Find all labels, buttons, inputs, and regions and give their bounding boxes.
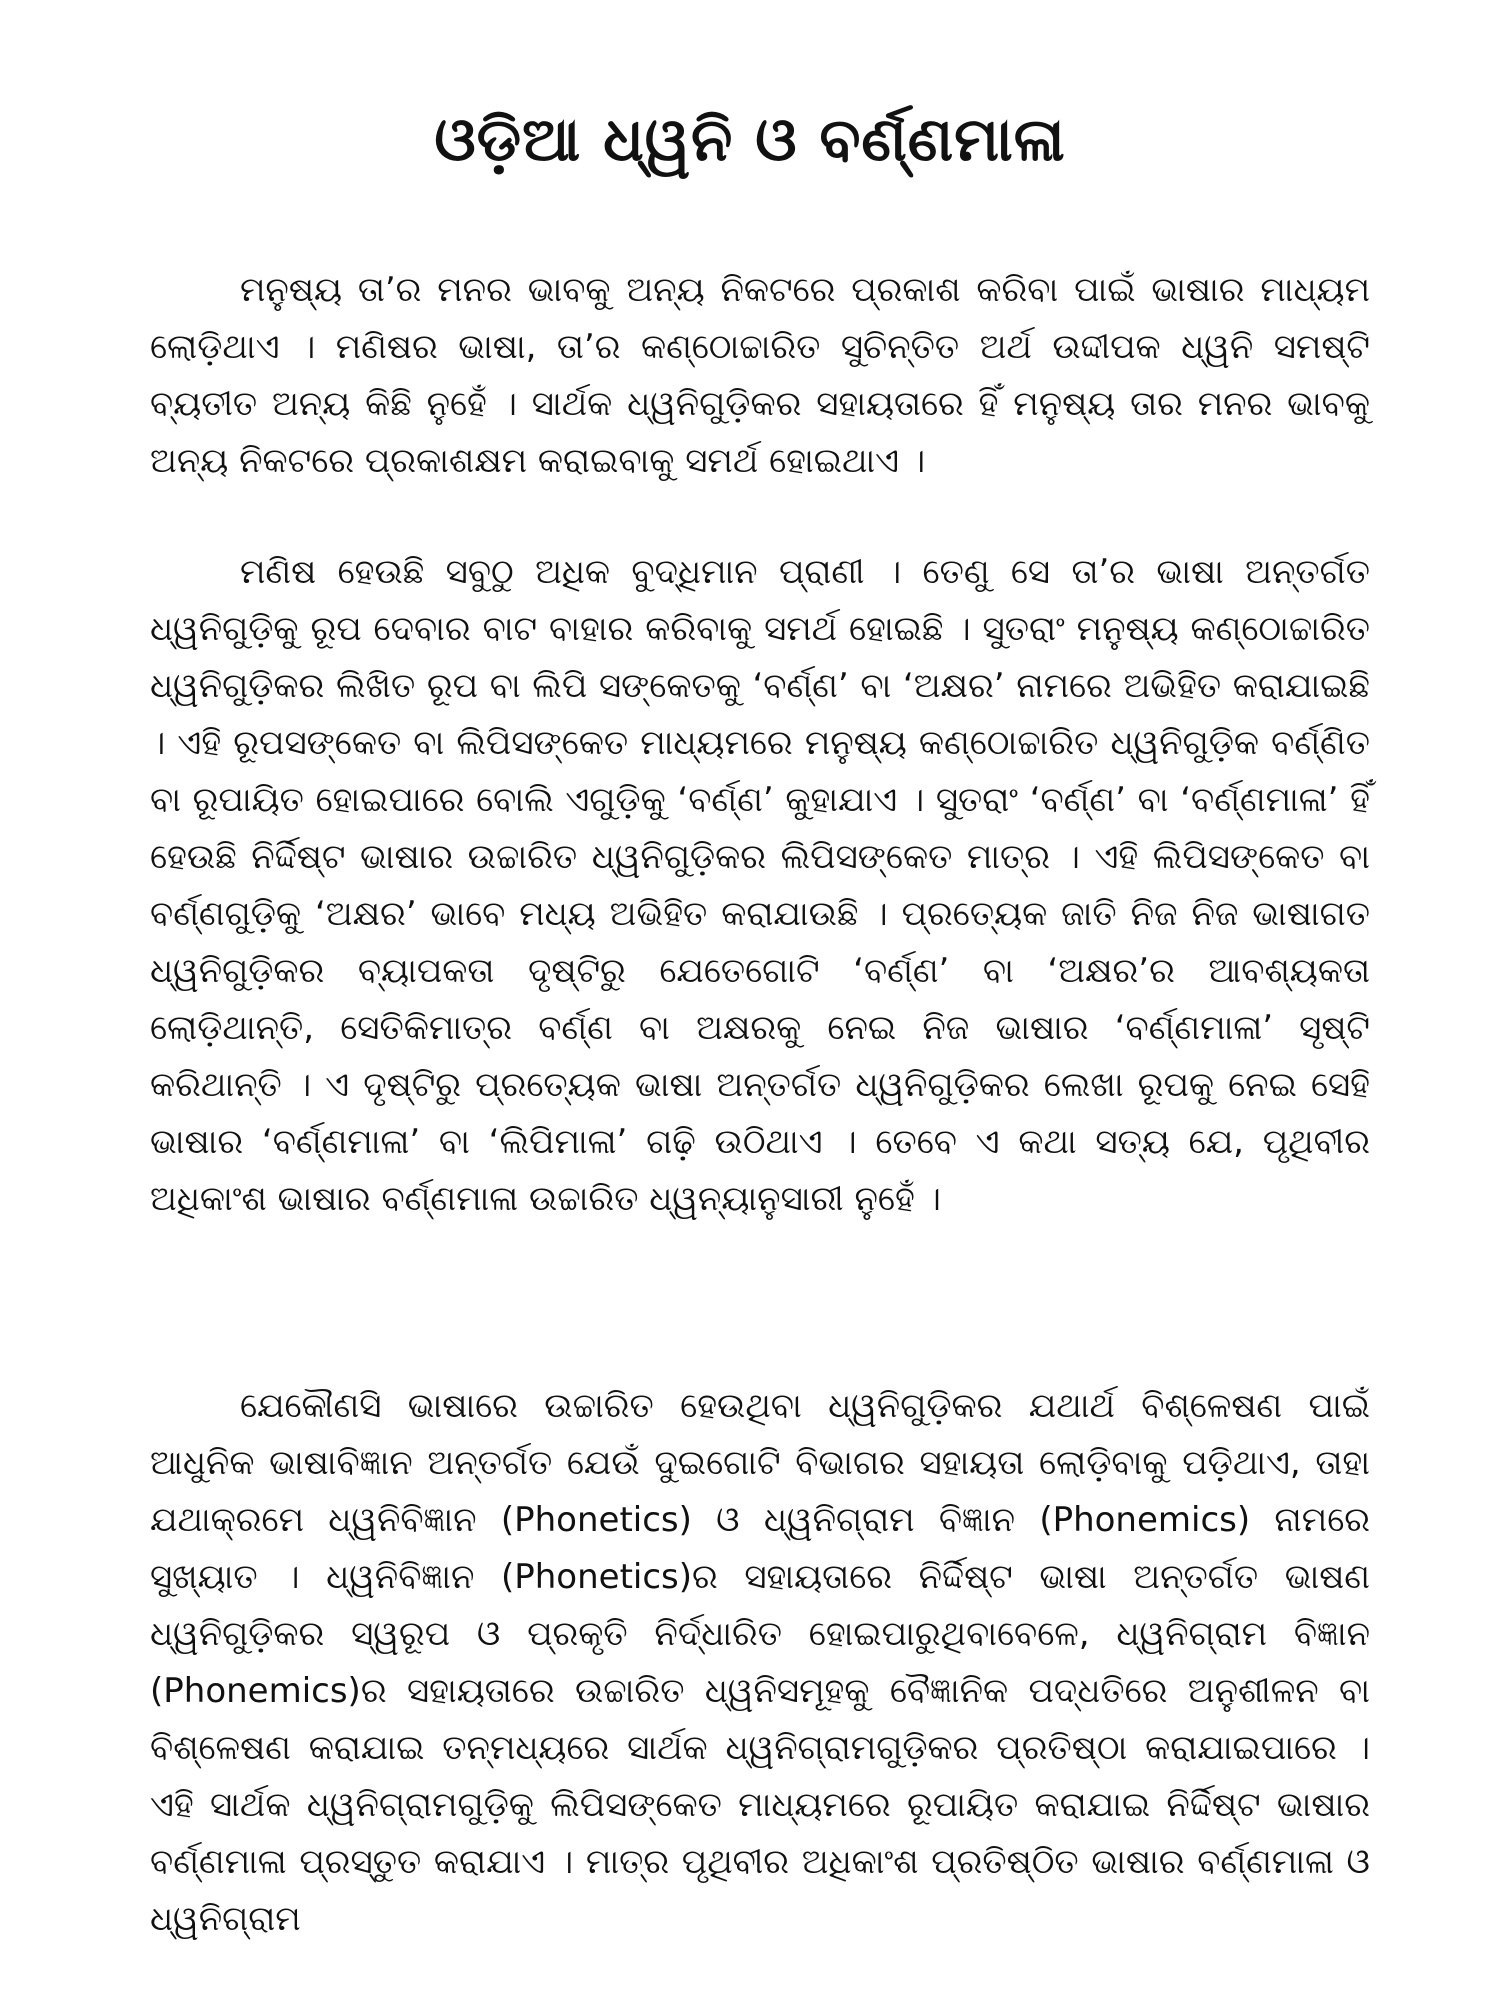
paragraph-2: ମଣିଷ ହେଉଛି ସବୁଠୁ ଅଧିକ ବୁଦ୍ଧିମାନ ପ୍ରାଣୀ । ତେଣୁ ସେ ତା’ର ଭାଷା ଅନ୍ତର୍ଗତ ଧ୍ୱନିଗୁଡ଼ିକୁ ରୂପ ଦେବାର ବାଟ ବାହାର କରିବାକୁ ସମର୍ଥ ହୋଇଛି । ସୁତରାଂ ମନୁଷ୍ୟ କଣ୍ଠୋଚ୍ଚାରିତ ଧ୍ୱନିଗୁଡ଼ିକର ଲିଖିତ ରୂପ ବା ଲିପି ସଙ୍କେତକୁ ‘ବର୍ଣ୍ଣ’ ବା ‘ଅକ୍ଷର’ ନାମରେ ଅଭିହିତ କରାଯାଇଛି । ଏହି ରୂପସଙ୍କେତ ବା ଲିପିସଙ୍କେତ ମାଧ୍ୟମରେ ମନୁଷ୍ୟ କଣ୍ଠୋଚ୍ଚାରିତ ଧ୍ୱନିଗୁଡ଼ିକ ବର୍ଣ୍ଣିତ ବା ରୂପାୟିତ ହୋଇପାରେ ବୋଲି ଏଗୁଡ଼ିକୁ ‘ବର୍ଣ୍ଣ’ କୁହାଯାଏ । ସୁତରାଂ ‘ବର୍ଣ୍ଣ’ ବା ‘ବର୍ଣ୍ଣମାଳା’ ହିଁ ହେଉଛି ନିର୍ଦ୍ଦିଷ୍ଟ ଭାଷାର ଉଚ୍ଚାରିତ ଧ୍ୱନିଗୁଡ଼ିକର ଲିପିସଙ୍କେତ ମାତ୍ର । ଏହି ଲିପିସଙ୍କେତ ବା ବର୍ଣ୍ଣଗୁଡ଼ିକୁ ‘ଅକ୍ଷର’ ଭାବେ ମଧ୍ୟ ଅଭିହିତ କରାଯାଉଛି । ପ୍ରତ୍ୟେକ ଜାତି ନିଜ ନିଜ ଭାଷାଗତ ଧ୍ୱନିଗୁଡ଼ିକର ବ୍ୟାପକତା ଦୃଷ୍ଟିରୁ ଯେତେଗୋଟି ‘ବର୍ଣ୍ଣ’ ବା ‘ଅକ୍ଷର’ର ଆବଶ୍ୟକତା ଲୋଡ଼ିଥାନ୍ତି, ସେତିକିମାତ୍ର ବର୍ଣ୍ଣ ବା ଅକ୍ଷରକୁ ନେଇ ନିଜ ଭାଷାର ‘ବର୍ଣ୍ଣମାଳା’ ସୃଷ୍ଟି କରିଥାନ୍ତି । ଏ ଦୃଷ୍ଟିରୁ ପ୍ରତ୍ୟେକ ଭାଷା ଅନ୍ତର୍ଗତ ଧ୍ୱନିଗୁଡ଼ିକର ଲେଖା ରୂପକୁ ନେଇ ସେହି ଭାଷାର ‘ବର୍ଣ୍ଣମାଳା’ ବା ‘ଲିପିମାଳା’ ଗଢ଼ି ଉଠିଥାଏ । ତେବେ ଏ କଥା ସତ୍ୟ ଯେ, ପୃଥିବୀର ଅଧିକାଂଶ ଭାଷାର ବର୍ଣ୍ଣମାଳା ଉଚ୍ଚାରିତ ଧ୍ୱନ୍ୟାନୁସାରୀ ନୁହେଁ । xyxy=(150,552,1370,1219)
paragraph-1: ମନୁଷ୍ୟ ତା’ର ମନର ଭାବକୁ ଅନ୍ୟ ନିକଟରେ ପ୍ରକାଶ କରିବା ପାଇଁ ଭାଷାର ମାଧ୍ୟମ ଲୋଡ଼ିଥାଏ । ମଣିଷର ଭାଷା, ତା’ର କଣ୍ଠୋଚ୍ଚାରିତ ସୁଚିନ୍ତିତ ଅର୍ଥ ଉଦ୍ଦୀପକ ଧ୍ୱନି ସମଷ୍ଟି ବ୍ୟତୀତ ଅନ୍ୟ କିଛି ନୁହେଁ । ସାର୍ଥକ ଧ୍ୱନିଗୁଡ଼ିକର ସହାୟତାରେ ହିଁ ମନୁଷ୍ୟ ତାର ମନର ଭାବକୁ ଅନ୍ୟ ନିକଟରେ ପ୍ରକାଶକ୍ଷମ କରାଇବାକୁ ସମର୍ଥ ହୋଇଥାଏ । xyxy=(150,270,1370,481)
page-title: ଓଡ଼ିଆ ଧ୍ୱନି ଓ ବର୍ଣ୍ଣମାଳା xyxy=(434,105,1066,176)
paragraph-3: ଯେକୌଣସି ଭାଷାରେ ଉଚ୍ଚାରିତ ହେଉଥିବା ଧ୍ୱନିଗୁଡ଼ିକର ଯଥାର୍ଥ ବିଶ୍ଳେଷଣ ପାଇଁ ଆଧୁନିକ ଭାଷାବିଜ୍ଞାନ ଅନ୍ତର୍ଗତ ଯେଉଁ ଦୁଇଗୋଟି ବିଭାଗର ସହାୟତା ଲୋଡ଼ିବାକୁ ପଡ଼ିଥାଏ, ତାହା ଯଥାକ୍ରମେ ଧ୍ୱନିବିଜ୍ଞାନ (Phonetics) ଓ ଧ୍ୱନିଗ୍ରାମ ବିଜ୍ଞାନ (Phonemics) ନାମରେ ସୁଖ୍ୟାତ । ଧ୍ୱନିବିଜ୍ଞାନ (Phonetics)ର ସହାୟତାରେ ନିର୍ଦ୍ଦିଷ୍ଟ ଭାଷା ଅନ୍ତର୍ଗତ ଭାଷଣ ଧ୍ୱନିଗୁଡ଼ିକର ସ୍ୱରୂପ ଓ ପ୍ରକୃତି ନିର୍ଦ୍ଧାରିତ ହୋଇପାରୁଥିବାବେଳେ, ଧ୍ୱନିଗ୍ରାମ ବିଜ୍ଞାନ (Phonemics)ର ସହାୟତାରେ ଉଚ୍ଚାରିତ ଧ୍ୱନିସମୂହକୁ ବୈଜ୍ଞାନିକ ପଦ୍ଧତିରେ ଅନୁଶୀଳନ ବା ବିଶ୍ଳେଷଣ କରାଯାଇ ତନ୍ମଧ୍ୟରେ ସାର୍ଥକ ଧ୍ୱନିଗ୍ରାମଗୁଡ଼ିକର ପ୍ରତିଷ୍ଠା କରାଯାଇପାରେ । ଏହି ସାର୍ଥକ ଧ୍ୱନିଗ୍ରାମଗୁଡ଼ିକୁ ଲିପିସଙ୍କେତ ମାଧ୍ୟମରେ ରୂପାୟିତ କରାଯାଇ ନିର୍ଦ୍ଦିଷ୍ଟ ଭାଷାର ବର୍ଣ୍ଣମାଳା ପ୍ରସ୍ତୁତ କରାଯାଏ । ମାତ୍ର ପୃଥିବୀର ଅଧିକାଂଶ ପ୍ରତିଷ୍ଠିତ ଭାଷାର ବର୍ଣ୍ଣମାଳା ଓ ଧ୍ୱନିଗ୍ରାମ xyxy=(150,1386,1370,1939)
